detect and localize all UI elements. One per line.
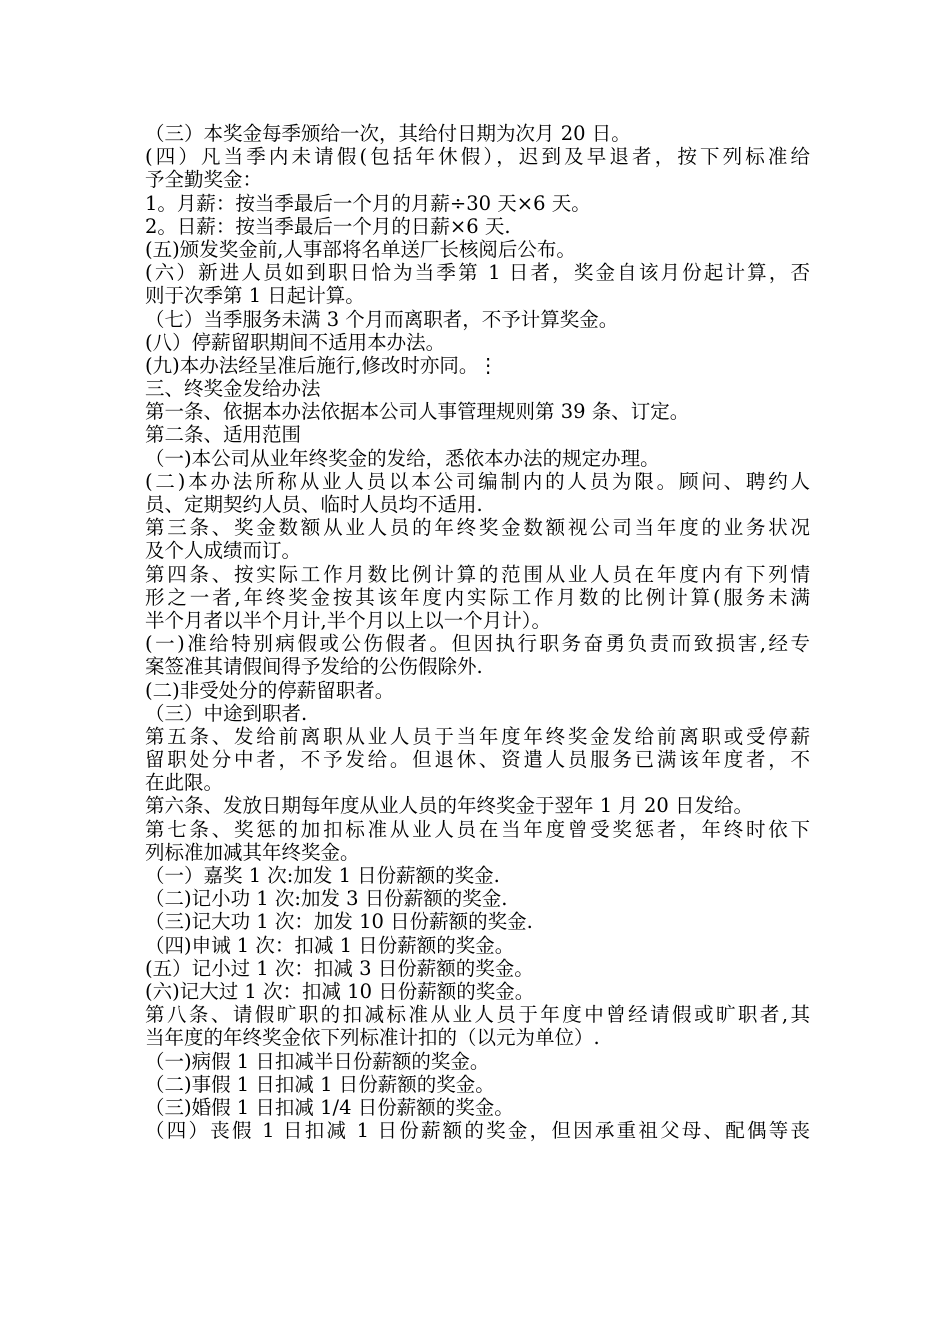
text-line: 予全勤奖金： <box>145 168 263 192</box>
text-line: （三）中途到职者. <box>145 701 308 725</box>
text-line: 半个月者以半个月计,半个月以上以一个月计）。 <box>145 608 551 632</box>
text-line: （二)记小功 1 次:加发 3 日份薪额的奖金. <box>145 887 508 911</box>
text-line: （四）丧假 1 日扣减 1 日份薪额的奖金，但因承重祖父母、配偶等丧 <box>145 1119 810 1143</box>
text-line: (四）凡当季内未请假(包括年休假），迟到及早退者，按下列标准给 <box>145 145 810 169</box>
text-line: (六）新进人员如到职日恰为当季第 1 日者，奖金自该月份起计算，否 <box>145 261 810 285</box>
text-line: (六)记大过 1 次：扣减 10 日份薪额的奖金。 <box>145 979 535 1003</box>
text-line: 第八条、请假旷职的扣减标准从业人员于年度中曾经请假或旷职者,其 <box>145 1003 810 1027</box>
text-line: （一）嘉奖 1 次:加发 1 日份薪额的奖金. <box>145 864 500 887</box>
text-line: （三）本奖金每季颁给一次，其给付日期为次月 20 日。 <box>145 122 631 145</box>
text-line: 第一条、依据本办法依据本公司人事管理规则第 39 条、订定。 <box>145 400 690 424</box>
text-line: 留职处分中者，不予发给。但退休、资遣人员服务已满该年度者，不 <box>145 748 810 772</box>
text-line: 案签准其请假间得予发给的公伤假除外. <box>145 655 483 679</box>
text-line: 第三条、奖金数额从业人员的年终奖金数额视公司当年度的业务状况 <box>145 516 810 540</box>
text-line: （一)病假 1 日扣减半日份薪额的奖金。 <box>145 1049 490 1073</box>
text-line: 当年度的年终奖金依下列标准计扣的（以元为单位）. <box>145 1026 600 1050</box>
section-heading: 三、终奖金发给办法 <box>145 377 321 401</box>
text-line: 列标准加减其年终奖金。 <box>145 840 360 864</box>
text-line: 在此限。 <box>145 771 224 795</box>
document-body <box>145 122 810 1142</box>
text-line: （七）当季服务未满 3 个月而离职者，不予计算奖金。 <box>145 307 619 331</box>
text-line: (二)非受处分的停薪留职者。 <box>145 678 395 702</box>
text-line: (八）停薪留职期间不适用本办法。 <box>145 330 446 354</box>
text-line: 及个人成绩而订。 <box>145 539 302 563</box>
text-line: 则于次季第 1 日起计算。 <box>145 284 365 308</box>
text-line: 员、定期契约人员、临时人员均不适用. <box>145 493 483 516</box>
text-line: （二)事假 1 日扣减 1 日份薪额的奖金。 <box>145 1072 495 1096</box>
text-line: （三)记大功 1 次：加发 10 日份薪额的奖金. <box>145 910 533 934</box>
text-line: 第四条、按实际工作月数比例计算的范围从业人员在年度内有下列情 <box>145 562 810 586</box>
text-line: (一)准给特别病假或公伤假者。但因执行职务奋勇负责而致损害,经专 <box>145 632 810 656</box>
text-line: (五)颁发奖金前,人事部将名单送厂长核阅后公布。 <box>145 237 576 261</box>
text-line: (五）记小过 1 次：扣减 3 日份薪额的奖金。 <box>145 956 534 980</box>
text-line: 第六条、发放日期每年度从业人员的年终奖金于翌年 1 月 20 日发给。 <box>145 794 754 818</box>
text-line: (九)本办法经呈准后施行,修改时亦同。⋮ <box>145 353 498 377</box>
text-line: 第七条、奖惩的加扣标准从业人员在当年度曾受奖惩者，年终时依下 <box>145 817 810 841</box>
text-line: 2。日薪：按当季最后一个月的日薪×6 天. <box>145 214 511 238</box>
text-line: （一)本公司从业年终奖金的发给，悉依本办法的规定办理。 <box>145 446 660 470</box>
text-line: 第二条、适用范围 <box>145 423 302 447</box>
text-line: (二)本办法所称从业人员以本公司编制内的人员为限。顾问、聘约人 <box>145 469 810 493</box>
text-line: 1。月薪：按当季最后一个月的月薪÷30 天×6 天。 <box>145 191 591 215</box>
text-line: 形之一者,年终奖金按其该年度内实际工作月数的比例计算(服务未满 <box>145 585 810 609</box>
text-line: 第五条、发给前离职从业人员于当年度年终奖金发给前离职或受停薪 <box>145 724 810 748</box>
text-line: （四)申诫 1 次：扣减 1 日份薪额的奖金。 <box>145 933 515 957</box>
text-line: （三)婚假 1 日扣减 1/4 日份薪额的奖金。 <box>145 1095 514 1119</box>
